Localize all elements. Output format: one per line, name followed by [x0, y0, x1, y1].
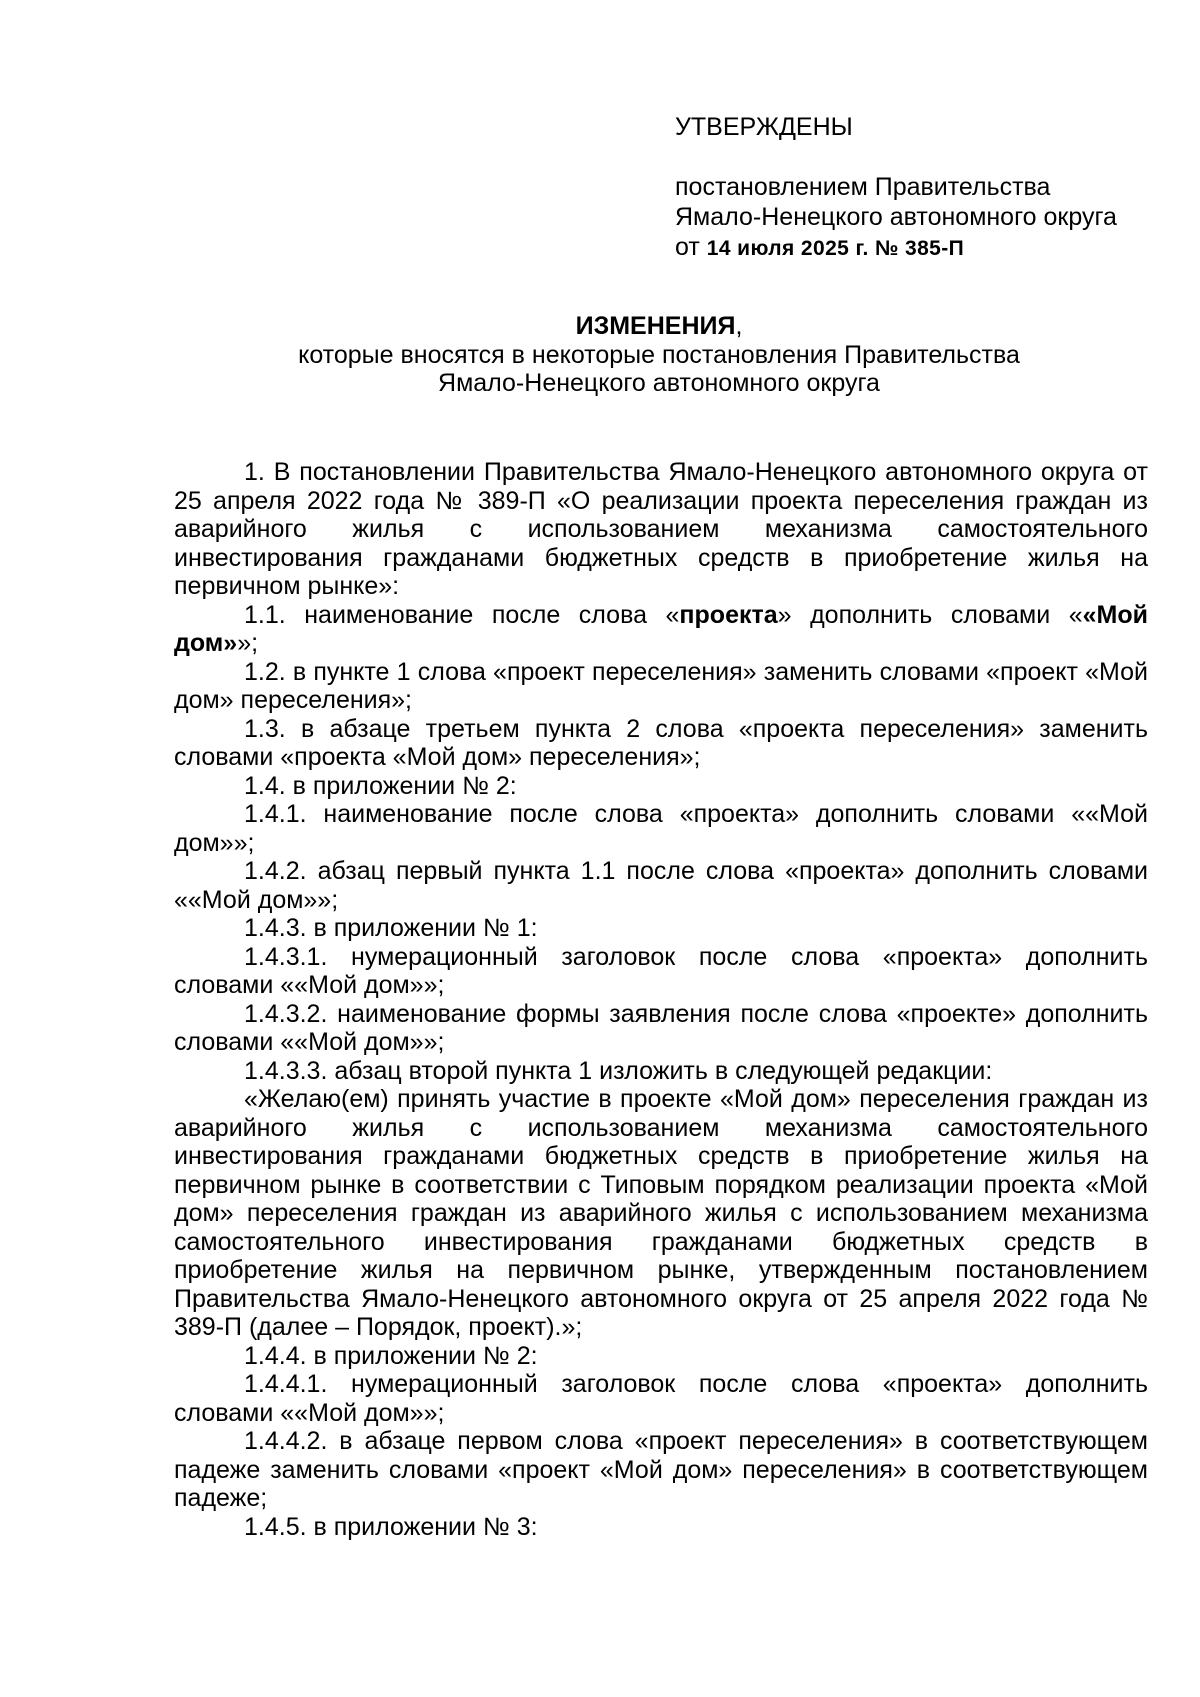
approval-decree-number: 14 июля 2025 г. № 385-П [706, 237, 965, 260]
item-1-4-4-2: 1.4.4.2. в абзаце первом слова «проект переселения» в соответствующем падеже заменить словами «проект «Мой дом» переселения» в соответствующем падеже; [174, 1427, 1148, 1512]
approval-line-2: Ямало-Ненецкого автономного округа [675, 203, 1117, 231]
item-1: 1. В постановлении Правительства Ямало-Ненецкого автономного округа от 25 апреля 2022 года № 389-П «О реализации проекта переселения граждан из аварийного жилья с использованием механизма самостоятельного инвестирования гражданами бюджетных средств в приобретение жилья на первичном рынке»: [174, 458, 1148, 600]
approval-block [675, 112, 1117, 264]
item-1-4-5: 1.4.5. в приложении № 3: [244, 1512, 538, 1541]
item-1-4-3-2: 1.4.3.2. наименование формы заявления после слова «проекте» дополнить словами ««Мой дом»»; [174, 999, 1148, 1056]
approval-decree-line [675, 232, 1117, 264]
approval-label: УТВЕРЖДЕНЫ [675, 113, 853, 141]
item-1-1-text-e: »; [237, 629, 259, 657]
item-1-4-3-3: 1.4.3.3. абзац второй пункта 1 изложить в следующей редакции: [244, 1056, 993, 1085]
item-1-4-4-1: 1.4.4.1. нумерационный заголовок после слова «проекта» дополнить словами ««Мой дом»»; [174, 1370, 1148, 1427]
item-1-4-3-1: 1.4.3.1. нумерационный заголовок после слова «проекта» дополнить словами ««Мой дом»»; [174, 942, 1148, 999]
title-line-1 [170, 312, 1148, 341]
item-1-1-text-a: 1.1. наименование после слова « [244, 600, 680, 629]
document-body [174, 458, 1148, 1541]
item-1-1 [174, 601, 1148, 658]
document-title [170, 312, 1148, 398]
item-1-4-1: 1.4.1. наименование после слова «проекта» дополнить словами ««Мой дом»»; [174, 800, 1148, 857]
item-1-1-bold-phrase: «Мой дом» [174, 600, 1148, 657]
title-line-2: которые вносятся в некоторые постановления Правительства [298, 340, 1020, 369]
quoted-paragraph: «Желаю(ем) принять участие в проекте «Мой дом» переселения граждан из аварийного жилья с использованием механизма самостоятельного инвестирования гражданами бюджетных средств в приобретение жилья на первичном рынке в соответствии с Типовым порядком реализации проекта «Мой дом» переселения граждан из аварийного жилья с использованием механизма самостоятельного инвестирования гражданами бюджетных средств в приобретение жилья на первичном рынке, утвержденным постановлением Правительства Ямало-Ненецкого автономного округа от 25 апреля 2022 года № 389-П (далее – Порядок, проект).»; [174, 1085, 1148, 1341]
approval-prefix: от [675, 233, 700, 261]
item-1-4-3: 1.4.3. в приложении № 1: [244, 914, 538, 942]
item-1-4-2: 1.4.2. абзац первый пункта 1.1 после слова «проекта» дополнить словами ««Мой дом»»; [174, 857, 1148, 914]
item-1-4-4: 1.4.4. в приложении № 2: [244, 1341, 538, 1370]
item-1-1-text-c: » дополнить словами « [777, 600, 1083, 629]
approval-line-1: постановлением Правительства [675, 173, 1051, 201]
title-heading: ИЗМЕНЕНИЯ [575, 312, 736, 340]
item-1-3: 1.3. в абзаце третьем пункта 2 слова «проекта переселения» заменить словами «проекта «Мой дом» переселения»; [174, 714, 1148, 771]
item-1-1-bold-word: проекта [679, 600, 778, 629]
item-1-2: 1.2. в пункте 1 слова «проект переселения» заменить словами «проект «Мой дом» переселения»; [174, 657, 1148, 714]
title-line-3: Ямало-Ненецкого автономного округа [438, 369, 880, 397]
title-comma: , [735, 312, 743, 340]
item-1-4: 1.4. в приложении № 2: [244, 771, 517, 800]
